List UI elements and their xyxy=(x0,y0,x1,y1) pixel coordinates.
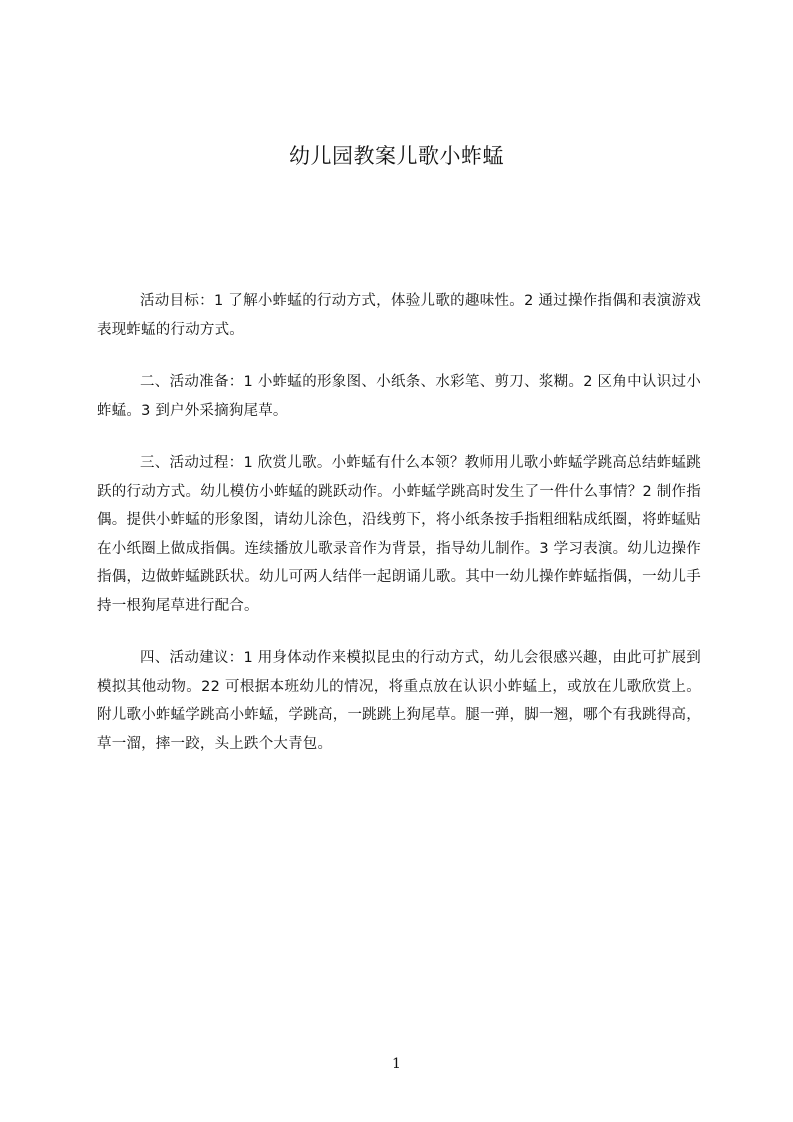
paragraph-activity-goals: 活动目标：1 了解小蚱蜢的行动方式，体验儿歌的趣味性。2 通过操作指偶和表演游戏表现蚱蜢的行动方式。 xyxy=(97,293,701,338)
paragraph-activity-process: 三、活动过程：1 欣赏儿歌。小蚱蜢有什么本领？教师用儿歌小蚱蜢学跳高总结蚱蜢跳跃的行动方式。幼儿模仿小蚱蜢的跳跃动作。小蚱蜢学跳高时发生了一件什么事情？2 制作指偶。提供小蚱蜢的形象图，请幼儿涂色，沿线剪下，将小纸条按手指粗细粘成纸圈，将蚱蜢贴在小纸圈上做成指偶。连续播放儿歌录音作为背景，指导幼儿制作。3 学习表演。幼儿边操作指偶，边做蚱蜢跳跃状。幼儿可两人结伴一起朗诵儿歌。其中一幼儿操作蚱蜢指偶，一幼儿手持一根狗尾草进行配合。 xyxy=(97,455,701,614)
document-title: 幼儿园教案儿歌小蚱蜢 xyxy=(289,144,504,168)
document-body xyxy=(97,287,701,782)
paragraph-activity-preparation: 二、活动准备：1 小蚱蜢的形象图、小纸条、水彩笔、剪刀、浆糊。2 区角中认识过小蚱蜢。3 到户外采摘狗尾草。 xyxy=(97,374,701,419)
page-number: 1 xyxy=(392,1056,401,1072)
paragraph-activity-suggestions: 四、活动建议：1 用身体动作来模拟昆虫的行动方式，幼儿会很感兴趣，由此可扩展到模拟其他动物。22 可根据本班幼儿的情况，将重点放在认识小蚱蜢上，或放在儿歌欣赏上。附儿歌小蚱蜢学跳高小蚱蜢，学跳高，一跳跳上狗尾草。腿一弹，脚一翘，哪个有我跳得高，草一溜，摔一跤，头上跌个大青包。 xyxy=(97,650,701,752)
